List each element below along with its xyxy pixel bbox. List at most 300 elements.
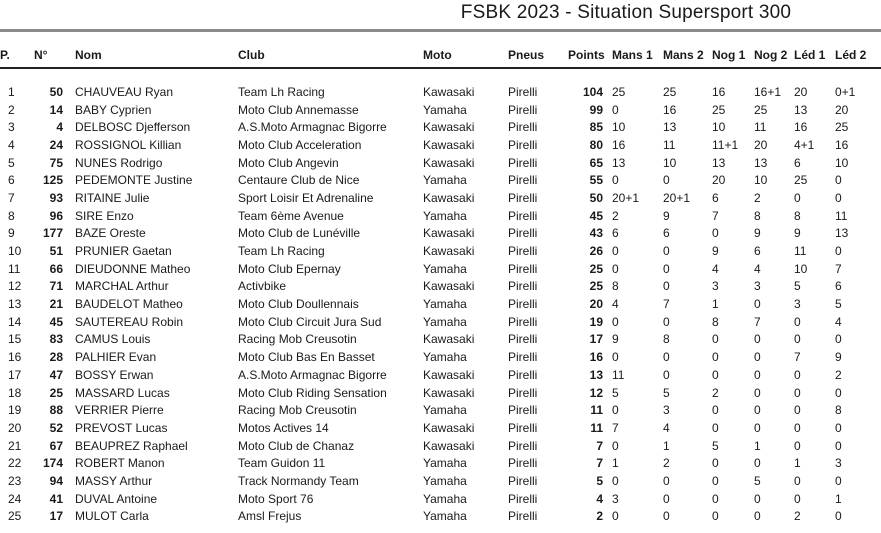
cell-number: 174 bbox=[42, 456, 63, 471]
cell-position: 6 bbox=[8, 173, 15, 188]
cell-position: 5 bbox=[8, 155, 15, 170]
cell-nog1: 0 bbox=[712, 491, 719, 506]
cell-moto: Kawasaki bbox=[423, 155, 475, 170]
cell-led2: 0 bbox=[835, 244, 842, 259]
cell-points: 25 bbox=[589, 279, 603, 294]
cell-points: 17 bbox=[589, 332, 603, 347]
col-header-mans1: Mans 1 bbox=[612, 44, 663, 68]
cell-nog1: 2 bbox=[712, 385, 719, 400]
cell-nog2: 8 bbox=[754, 208, 761, 223]
cell-nog2: 0 bbox=[754, 456, 761, 471]
cell-number: 93 bbox=[49, 190, 63, 205]
cell-number: 14 bbox=[49, 102, 63, 117]
cell-moto: Kawasaki bbox=[423, 226, 475, 241]
cell-nog2: 0 bbox=[754, 332, 761, 347]
cell-points: 11 bbox=[590, 420, 603, 435]
cell-name: VERRIER Pierre bbox=[75, 403, 164, 418]
cell-tyres: Pirelli bbox=[508, 261, 538, 276]
col-header-points: Points bbox=[568, 44, 612, 68]
cell-name: ROBERT Manon bbox=[75, 456, 165, 471]
cell-moto: Kawasaki bbox=[423, 120, 475, 135]
cell-mans1: 16 bbox=[612, 137, 626, 152]
cell-tyres: Pirelli bbox=[508, 509, 538, 524]
cell-mans1: 11 bbox=[612, 367, 625, 382]
cell-name: NUNES Rodrigo bbox=[75, 155, 163, 170]
cell-moto: Kawasaki bbox=[423, 420, 475, 435]
cell-led2: 4 bbox=[835, 314, 842, 329]
cell-name: BEAUPREZ Raphael bbox=[75, 438, 188, 453]
cell-tyres: Pirelli bbox=[508, 102, 538, 117]
cell-moto: Yamaha bbox=[423, 473, 467, 488]
cell-position: 14 bbox=[8, 314, 22, 329]
cell-nog2: 0 bbox=[754, 367, 761, 382]
cell-number: 67 bbox=[49, 438, 63, 453]
cell-tyres: Pirelli bbox=[508, 226, 538, 241]
cell-name: CAMUS Louis bbox=[75, 332, 151, 347]
cell-led2: 0 bbox=[835, 420, 842, 435]
cell-nog2: 9 bbox=[754, 226, 761, 241]
cell-number: 21 bbox=[49, 297, 63, 312]
cell-led1: 13 bbox=[794, 102, 808, 117]
cell-mans2: 7 bbox=[663, 297, 670, 312]
cell-name: SIRE Enzo bbox=[75, 208, 134, 223]
standings-header bbox=[0, 44, 881, 68]
cell-nog2: 0 bbox=[754, 403, 761, 418]
col-header-position: P. bbox=[0, 44, 34, 68]
cell-led2: 10 bbox=[835, 155, 849, 170]
cell-points: 13 bbox=[589, 367, 603, 382]
cell-name: DIEUDONNE Matheo bbox=[75, 261, 191, 276]
cell-club: Activbike bbox=[238, 279, 287, 294]
cell-position: 9 bbox=[8, 226, 15, 241]
cell-name: CHAUVEAU Ryan bbox=[75, 84, 174, 99]
cell-tyres: Pirelli bbox=[508, 385, 538, 400]
cell-mans1: 0 bbox=[612, 173, 619, 188]
cell-club: Moto Club de Chanaz bbox=[238, 438, 355, 453]
cell-led1: 7 bbox=[794, 350, 801, 365]
cell-tyres: Pirelli bbox=[508, 367, 538, 382]
cell-moto: Yamaha bbox=[423, 509, 467, 524]
cell-nog1: 0 bbox=[712, 420, 719, 435]
cell-nog1: 11+1 bbox=[712, 137, 739, 152]
cell-nog2: 0 bbox=[754, 385, 761, 400]
cell-mans1: 5 bbox=[612, 385, 619, 400]
cell-led1: 0 bbox=[794, 385, 801, 400]
cell-tyres: Pirelli bbox=[508, 438, 538, 453]
cell-mans2: 10 bbox=[663, 155, 677, 170]
cell-mans1: 0 bbox=[612, 261, 619, 276]
cell-tyres: Pirelli bbox=[508, 84, 538, 99]
cell-nog1: 9 bbox=[712, 244, 719, 259]
cell-moto: Kawasaki bbox=[423, 84, 475, 99]
cell-nog1: 25 bbox=[712, 102, 726, 117]
cell-mans2: 11 bbox=[663, 137, 676, 152]
cell-club: Track Normandy Team bbox=[238, 473, 359, 488]
cell-led2: 11 bbox=[835, 208, 848, 223]
table-row bbox=[0, 454, 881, 472]
cell-mans1: 4 bbox=[612, 297, 619, 312]
table-row bbox=[0, 171, 881, 189]
cell-moto: Kawasaki bbox=[423, 332, 475, 347]
col-header-name: Nom bbox=[66, 44, 238, 68]
cell-number: 75 bbox=[49, 155, 63, 170]
cell-tyres: Pirelli bbox=[508, 137, 538, 152]
cell-led1: 5 bbox=[794, 279, 801, 294]
cell-points: 26 bbox=[589, 244, 603, 259]
cell-led1: 9 bbox=[794, 226, 801, 241]
cell-tyres: Pirelli bbox=[508, 155, 538, 170]
cell-led2: 0 bbox=[835, 509, 842, 524]
cell-nog2: 16+1 bbox=[754, 84, 782, 99]
cell-number: 50 bbox=[49, 84, 63, 99]
cell-position: 22 bbox=[8, 456, 22, 471]
cell-led1: 0 bbox=[794, 403, 801, 418]
cell-led1: 25 bbox=[794, 173, 808, 188]
cell-moto: Yamaha bbox=[423, 297, 467, 312]
cell-led2: 3 bbox=[835, 456, 842, 471]
cell-nog1: 8 bbox=[712, 314, 719, 329]
cell-led2: 0 bbox=[835, 385, 842, 400]
cell-name: BAUDELOT Matheo bbox=[75, 297, 183, 312]
cell-club: Centaure Club de Nice bbox=[238, 173, 360, 188]
cell-position: 8 bbox=[8, 208, 15, 223]
cell-mans2: 0 bbox=[663, 509, 670, 524]
cell-number: 52 bbox=[49, 420, 63, 435]
cell-position: 1 bbox=[8, 84, 15, 99]
cell-points: 4 bbox=[596, 491, 603, 506]
cell-nog2: 0 bbox=[754, 420, 761, 435]
cell-club: Team Guidon 11 bbox=[238, 456, 326, 471]
cell-nog1: 3 bbox=[712, 279, 719, 294]
cell-led1: 0 bbox=[794, 367, 801, 382]
page-title: FSBK 2023 - Situation Supersport 300 bbox=[460, 2, 792, 23]
cell-position: 16 bbox=[8, 350, 22, 365]
cell-led2: 5 bbox=[835, 297, 842, 312]
cell-tyres: Pirelli bbox=[508, 420, 538, 435]
cell-led1: 0 bbox=[794, 420, 801, 435]
cell-nog2: 13 bbox=[754, 155, 768, 170]
cell-points: 5 bbox=[596, 473, 603, 488]
cell-nog1: 0 bbox=[712, 332, 719, 347]
table-row bbox=[0, 118, 881, 136]
header-row bbox=[0, 44, 881, 68]
cell-led1: 1 bbox=[794, 456, 801, 471]
cell-club: Racing Mob Creusotin bbox=[238, 332, 357, 347]
cell-number: 94 bbox=[49, 473, 63, 488]
cell-position: 20 bbox=[8, 420, 22, 435]
cell-led2: 2 bbox=[835, 367, 842, 382]
cell-tyres: Pirelli bbox=[508, 279, 538, 294]
cell-points: 25 bbox=[589, 261, 603, 276]
cell-led1: 2 bbox=[794, 509, 801, 524]
table-row bbox=[0, 136, 881, 154]
cell-position: 12 bbox=[8, 279, 22, 294]
cell-mans1: 0 bbox=[612, 102, 619, 117]
col-header-club: Club bbox=[238, 44, 423, 68]
cell-led2: 7 bbox=[835, 261, 842, 276]
cell-position: 10 bbox=[8, 244, 22, 259]
cell-mans2: 16 bbox=[663, 102, 677, 117]
cell-number: 88 bbox=[49, 403, 63, 418]
table-row bbox=[0, 419, 881, 437]
cell-nog2: 2 bbox=[754, 190, 761, 205]
cell-number: 83 bbox=[49, 332, 63, 347]
cell-number: 47 bbox=[49, 367, 63, 382]
cell-tyres: Pirelli bbox=[508, 120, 538, 135]
table-row bbox=[0, 313, 881, 331]
cell-number: 25 bbox=[49, 385, 63, 400]
cell-moto: Yamaha bbox=[423, 456, 467, 471]
cell-club: A.S.Moto Armagnac Bigorre bbox=[238, 120, 387, 135]
cell-nog1: 16 bbox=[712, 84, 726, 99]
table-row bbox=[0, 331, 881, 349]
cell-points: 104 bbox=[582, 84, 603, 99]
cell-points: 12 bbox=[589, 385, 603, 400]
cell-position: 7 bbox=[8, 190, 15, 205]
cell-nog2: 11 bbox=[754, 120, 767, 135]
cell-mans1: 0 bbox=[612, 438, 619, 453]
col-header-mans2: Mans 2 bbox=[663, 44, 712, 68]
cell-club: Moto Club Circuit Jura Sud bbox=[238, 314, 382, 329]
cell-nog1: 0 bbox=[712, 350, 719, 365]
col-header-tyres: Pneus bbox=[508, 44, 568, 68]
cell-name: BAZE Oreste bbox=[75, 226, 146, 241]
table-row bbox=[0, 278, 881, 296]
cell-number: 17 bbox=[49, 509, 63, 524]
cell-led1: 20 bbox=[794, 84, 808, 99]
cell-mans1: 3 bbox=[612, 491, 619, 506]
cell-tyres: Pirelli bbox=[508, 297, 538, 312]
cell-moto: Yamaha bbox=[423, 173, 467, 188]
cell-number: 66 bbox=[49, 261, 63, 276]
table-row bbox=[0, 189, 881, 207]
cell-moto: Yamaha bbox=[423, 102, 467, 117]
cell-led2: 0 bbox=[835, 190, 842, 205]
cell-position: 15 bbox=[8, 332, 22, 347]
cell-moto: Yamaha bbox=[423, 208, 467, 223]
cell-moto: Kawasaki bbox=[423, 137, 475, 152]
cell-position: 11 bbox=[8, 261, 21, 276]
cell-nog1: 0 bbox=[712, 367, 719, 382]
cell-points: 20 bbox=[589, 297, 603, 312]
cell-club: Motos Actives 14 bbox=[238, 420, 329, 435]
cell-points: 7 bbox=[596, 438, 603, 453]
cell-position: 2 bbox=[8, 102, 15, 117]
cell-position: 23 bbox=[8, 473, 22, 488]
cell-club: Team Lh Racing bbox=[238, 244, 325, 259]
cell-name: PRUNIER Gaetan bbox=[75, 244, 172, 259]
table-row bbox=[0, 83, 881, 101]
cell-nog1: 0 bbox=[712, 509, 719, 524]
cell-mans2: 9 bbox=[663, 208, 670, 223]
cell-club: Moto Club Acceleration bbox=[238, 137, 362, 152]
cell-club: Racing Mob Creusotin bbox=[238, 403, 357, 418]
standings-table bbox=[0, 44, 881, 525]
table-row bbox=[0, 508, 881, 526]
cell-nog1: 6 bbox=[712, 190, 719, 205]
table-row bbox=[0, 242, 881, 260]
cell-tyres: Pirelli bbox=[508, 190, 538, 205]
cell-nog2: 6 bbox=[754, 244, 761, 259]
cell-mans2: 1 bbox=[663, 438, 670, 453]
cell-club: Amsl Frejus bbox=[238, 509, 302, 524]
cell-moto: Kawasaki bbox=[423, 438, 475, 453]
col-header-number: N° bbox=[34, 44, 66, 68]
cell-club: Moto Club Epernay bbox=[238, 261, 341, 276]
cell-led2: 25 bbox=[835, 120, 849, 135]
cell-nog1: 4 bbox=[712, 261, 719, 276]
table-row bbox=[0, 295, 881, 313]
cell-moto: Kawasaki bbox=[423, 190, 475, 205]
cell-led2: 0 bbox=[835, 173, 842, 188]
cell-mans2: 0 bbox=[663, 473, 670, 488]
cell-moto: Kawasaki bbox=[423, 244, 475, 259]
cell-led2: 9 bbox=[835, 350, 842, 365]
cell-name: SAUTEREAU Robin bbox=[75, 314, 184, 329]
cell-name: MASSY Arthur bbox=[75, 473, 153, 488]
cell-number: 96 bbox=[49, 208, 63, 223]
cell-club: Moto Club Doullennais bbox=[238, 297, 359, 312]
cell-points: 19 bbox=[589, 314, 603, 329]
cell-tyres: Pirelli bbox=[508, 332, 538, 347]
cell-led2: 16 bbox=[835, 137, 849, 152]
cell-led1: 16 bbox=[794, 120, 808, 135]
cell-mans2: 0 bbox=[663, 279, 670, 294]
cell-position: 25 bbox=[8, 509, 22, 524]
cell-mans2: 6 bbox=[663, 226, 670, 241]
cell-nog1: 0 bbox=[712, 226, 719, 241]
cell-led2: 13 bbox=[835, 226, 849, 241]
cell-mans2: 2 bbox=[663, 456, 670, 471]
cell-mans1: 0 bbox=[612, 509, 619, 524]
cell-led1: 4+1 bbox=[794, 137, 815, 152]
cell-club: Moto Club de Lunéville bbox=[238, 226, 361, 241]
table-row bbox=[0, 225, 881, 243]
cell-nog2: 3 bbox=[754, 279, 761, 294]
cell-led1: 0 bbox=[794, 332, 801, 347]
cell-tyres: Pirelli bbox=[508, 173, 538, 188]
col-header-nog1: Nog 1 bbox=[712, 44, 754, 68]
cell-name: BABY Cyprien bbox=[75, 102, 152, 117]
cell-led1: 6 bbox=[794, 155, 801, 170]
cell-led2: 0+1 bbox=[835, 84, 856, 99]
table-row bbox=[0, 490, 881, 508]
cell-mans2: 0 bbox=[663, 261, 670, 276]
cell-nog1: 10 bbox=[712, 120, 726, 135]
cell-mans2: 0 bbox=[663, 314, 670, 329]
cell-number: 71 bbox=[49, 279, 63, 294]
cell-club: Moto Club Riding Sensation bbox=[238, 385, 387, 400]
cell-points: 80 bbox=[589, 137, 603, 152]
cell-mans2: 0 bbox=[663, 244, 670, 259]
cell-mans2: 0 bbox=[663, 350, 670, 365]
cell-nog1: 13 bbox=[712, 155, 726, 170]
cell-club: Team Lh Racing bbox=[238, 84, 325, 99]
cell-mans2: 0 bbox=[663, 367, 670, 382]
cell-mans2: 8 bbox=[663, 332, 670, 347]
cell-tyres: Pirelli bbox=[508, 456, 538, 471]
cell-mans1: 6 bbox=[612, 226, 619, 241]
cell-points: 65 bbox=[589, 155, 603, 170]
col-header-moto: Moto bbox=[423, 44, 508, 68]
cell-mans1: 7 bbox=[612, 420, 619, 435]
cell-mans1: 0 bbox=[612, 403, 619, 418]
cell-moto: Yamaha bbox=[423, 403, 467, 418]
cell-mans2: 0 bbox=[663, 491, 670, 506]
cell-name: PEDEMONTE Justine bbox=[75, 173, 193, 188]
cell-mans1: 25 bbox=[612, 84, 626, 99]
cell-points: 50 bbox=[589, 190, 603, 205]
cell-led1: 3 bbox=[794, 297, 801, 312]
cell-number: 24 bbox=[49, 137, 63, 152]
cell-led1: 10 bbox=[794, 261, 808, 276]
cell-mans1: 0 bbox=[612, 314, 619, 329]
cell-mans1: 9 bbox=[612, 332, 619, 347]
cell-name: ROSSIGNOL Killian bbox=[75, 137, 182, 152]
cell-nog1: 5 bbox=[712, 438, 719, 453]
cell-position: 13 bbox=[8, 297, 22, 312]
cell-position: 17 bbox=[8, 367, 22, 382]
cell-name: PALHIER Evan bbox=[75, 350, 157, 365]
cell-nog2: 1 bbox=[754, 438, 761, 453]
cell-led1: 8 bbox=[794, 208, 801, 223]
cell-nog1: 0 bbox=[712, 456, 719, 471]
cell-points: 99 bbox=[589, 102, 603, 117]
cell-nog2: 5 bbox=[754, 473, 761, 488]
cell-nog2: 0 bbox=[754, 297, 761, 312]
cell-nog2: 0 bbox=[754, 491, 761, 506]
table-row bbox=[0, 154, 881, 172]
cell-position: 3 bbox=[8, 120, 15, 135]
cell-name: RITAINE Julie bbox=[75, 190, 150, 205]
cell-points: 7 bbox=[596, 456, 603, 471]
cell-mans1: 0 bbox=[612, 473, 619, 488]
cell-mans2: 20+1 bbox=[663, 190, 691, 205]
cell-mans1: 0 bbox=[612, 350, 619, 365]
cell-nog2: 7 bbox=[754, 314, 761, 329]
cell-led2: 20 bbox=[835, 102, 849, 117]
cell-nog1: 7 bbox=[712, 208, 719, 223]
cell-led2: 6 bbox=[835, 279, 842, 294]
col-header-nog2: Nog 2 bbox=[754, 44, 794, 68]
cell-club: A.S.Moto Armagnac Bigorre bbox=[238, 367, 387, 382]
cell-number: 45 bbox=[49, 314, 63, 329]
cell-club: Sport Loisir Et Adrenaline bbox=[238, 190, 374, 205]
cell-number: 28 bbox=[49, 350, 63, 365]
cell-mans2: 3 bbox=[663, 403, 670, 418]
table-row bbox=[0, 384, 881, 402]
cell-moto: Yamaha bbox=[423, 261, 467, 276]
col-header-led2: Léd 2 bbox=[835, 44, 881, 68]
cell-mans1: 0 bbox=[612, 244, 619, 259]
cell-name: MASSARD Lucas bbox=[75, 385, 170, 400]
table-row bbox=[0, 207, 881, 225]
table-row bbox=[0, 366, 881, 384]
cell-mans1: 10 bbox=[612, 120, 626, 135]
table-row bbox=[0, 472, 881, 490]
cell-nog1: 20 bbox=[712, 173, 726, 188]
cell-moto: Kawasaki bbox=[423, 367, 475, 382]
table-row bbox=[0, 101, 881, 119]
cell-points: 85 bbox=[589, 120, 603, 135]
col-header-led1: Léd 1 bbox=[794, 44, 835, 68]
cell-nog1: 0 bbox=[712, 473, 719, 488]
cell-mans2: 5 bbox=[663, 385, 670, 400]
cell-nog2: 4 bbox=[754, 261, 761, 276]
cell-nog2: 0 bbox=[754, 509, 761, 524]
cell-points: 43 bbox=[589, 226, 603, 241]
cell-name: MULOT Carla bbox=[75, 509, 149, 524]
